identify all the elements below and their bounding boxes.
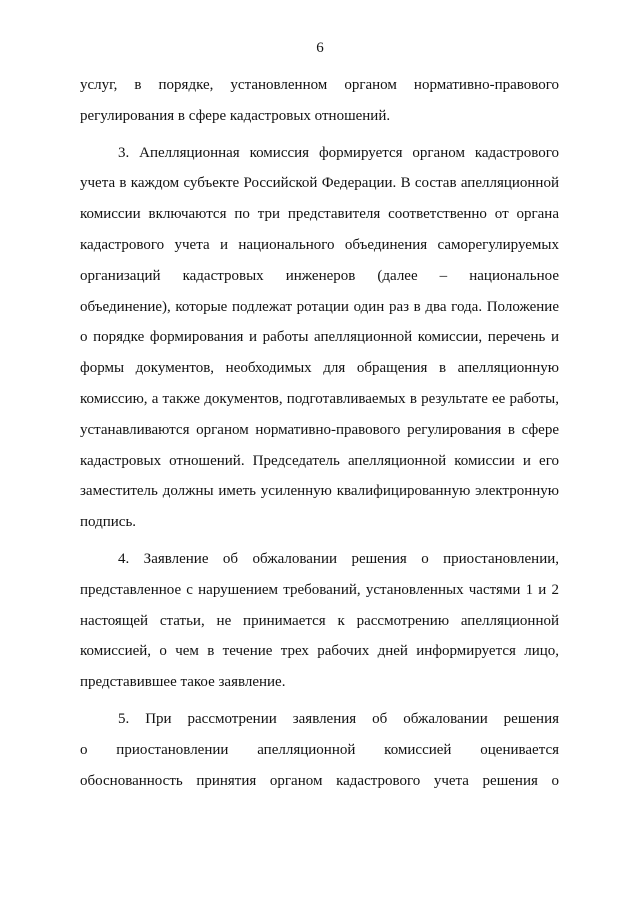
text-line: кадастровых отношений. Председатель апелляционной комиссии и его [80,452,559,469]
text-line: кадастрового учета и национального объединения саморегулируемых [80,236,559,253]
text-line: о порядке формирования и работы апелляционной комиссии, перечень и [80,329,559,346]
text-line: устанавливаются органом нормативно-правового регулирования в сфере [80,421,559,438]
document-body [80,70,559,796]
paragraph-3 [80,138,559,538]
text-line: регулирования в сфере кадастровых отношений. [80,107,391,124]
text-line: услуг, в порядке, установленном органом нормативно-правового [80,77,559,93]
paragraph-continuation [80,70,559,132]
text-line: учета в каждом субъекте Российской Федерации. В состав апелляционной [80,175,559,192]
text-line: о приостановлении апелляционной комиссией оценивается [80,741,559,758]
text-line: 4. Заявление об обжаловании решения о приостановлении, [118,550,559,567]
text-line: комиссии включаются по три представителя соответственно от органа [80,206,559,223]
paragraph-5 [80,704,559,796]
text-line: настоящей статьи, не принимается к рассмотрению апелляционной [80,612,559,629]
text-line: 3. Апелляционная комиссия формируется органом кадастрового [118,144,559,161]
text-line: комиссию, а также документов, подготавливаемых в результате ее работы, [80,390,559,407]
text-line: представленное с нарушением требований, установленных частями 1 и 2 [80,581,559,598]
text-line: 5. При рассмотрении заявления об обжаловании решения [118,710,559,727]
text-line: формы документов, необходимых для обращения в апелляционную [80,360,559,377]
text-line: подпись. [80,514,137,531]
text-line: организаций кадастровых инженеров (далее – национальное [80,267,559,284]
text-line: заместитель должны иметь усиленную квалифицированную электронную [80,483,559,500]
text-line: комиссией, о чем в течение трех рабочих дней информируется лицо, [80,643,559,660]
page-number: 6 [316,40,324,56]
text-line: представившее такое заявление. [80,674,286,691]
text-line: объединение), которые подлежат ротации один раз в два года. Положение [80,298,559,315]
text-line: обоснованность принятия органом кадастрового учета решения о [80,772,559,789]
paragraph-4 [80,544,559,698]
